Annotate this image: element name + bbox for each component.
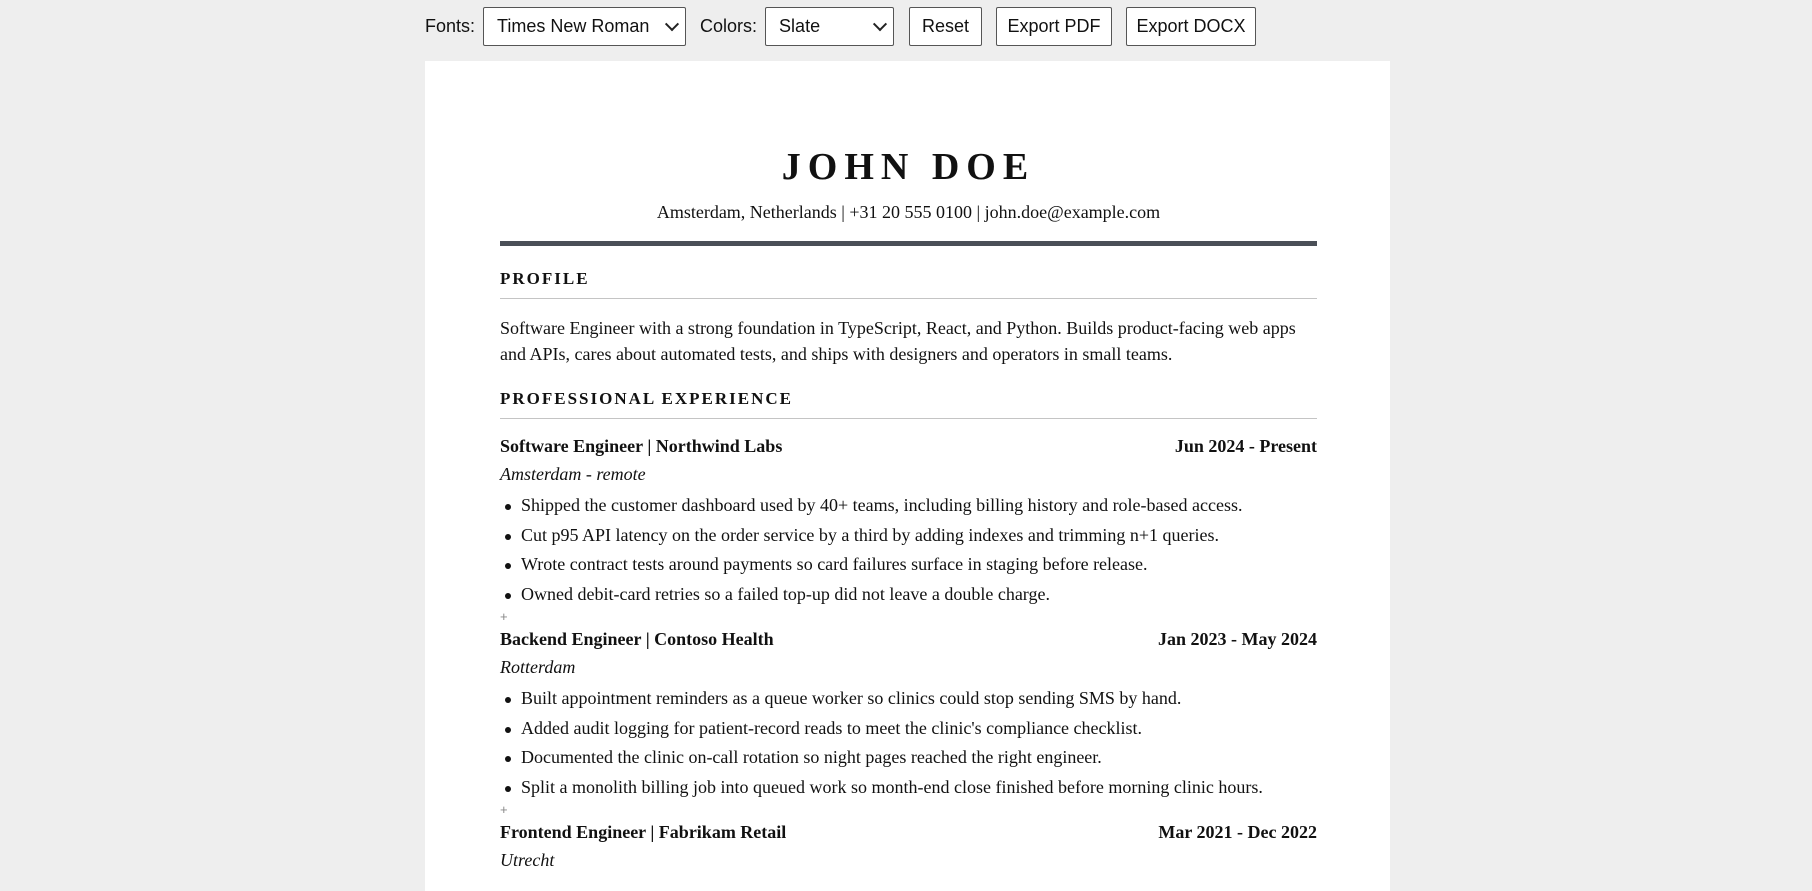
- resume-contact[interactable]: Amsterdam, Netherlands | +31 20 555 0100 | john.doe@example.com: [656, 202, 1161, 222]
- job-location[interactable]: Amsterdam - remote: [500, 464, 646, 484]
- job-dates: Jun 2024 - Present: [1174, 436, 1317, 456]
- bullet-item[interactable]: Split a monolith billing job into queued work so month-end close finished before morning clinic hours.: [500, 777, 1263, 807]
- section-title-experience: PROFESSIONAL EXPERIENCE: [500, 389, 794, 408]
- font-select-value: Times New Roman: [497, 16, 650, 36]
- job-bullets: [500, 495, 1243, 613]
- bullet-item[interactable]: Built appointment reminders as a queue worker so clinics could stop sending SMS by hand.: [500, 688, 1263, 718]
- bullet-item[interactable]: Wrote contract tests around payments so card failures surface in staging before release.: [500, 554, 1243, 584]
- job-title: Software Engineer | Northwind Labs: [500, 436, 783, 456]
- section-divider: [500, 298, 1317, 299]
- toolbar: [425, 7, 1256, 46]
- chevron-down-icon: [873, 17, 887, 31]
- job-entry-header[interactable]: [500, 822, 1317, 843]
- job-title: Frontend Engineer | Fabrikam Retail: [500, 822, 787, 842]
- resume-page: [425, 61, 1390, 891]
- profile-text[interactable]: Software Engineer with a strong foundation in TypeScript, React, and Python. Builds product-facing web apps and APIs, cares about automated tests, and ships with designers and operators in small teams.: [500, 318, 1296, 364]
- job-entry-header[interactable]: [500, 629, 1317, 650]
- job-location[interactable]: Utrecht: [500, 850, 555, 870]
- bullet-item[interactable]: Documented the clinic on-call rotation so night pages reached the right engineer.: [500, 747, 1263, 777]
- color-select[interactable]: [765, 7, 894, 46]
- job-entry-header[interactable]: [500, 436, 1317, 457]
- add-entry-button[interactable]: +: [500, 802, 508, 817]
- job-dates: Jan 2023 - May 2024: [1158, 629, 1317, 649]
- bullet-item[interactable]: Shipped the customer dashboard used by 40+ teams, including billing history and role-based access.: [500, 495, 1243, 525]
- section-title-profile: PROFILE: [500, 269, 590, 288]
- add-entry-button[interactable]: +: [500, 609, 508, 624]
- job-dates: Mar 2021 - Dec 2022: [1158, 822, 1317, 842]
- export-pdf-button[interactable]: Export PDF: [996, 7, 1112, 46]
- job-location[interactable]: Rotterdam: [500, 657, 576, 677]
- color-select-value: Slate: [779, 16, 821, 36]
- bullet-item[interactable]: Cut p95 API latency on the order service by a third by adding indexes and trimming n+1 queries.: [500, 525, 1243, 555]
- header-divider: [500, 241, 1317, 246]
- bullet-item[interactable]: Owned debit-card retries so a failed top-up did not leave a double charge.: [500, 584, 1243, 614]
- bullet-item[interactable]: Added audit logging for patient-record reads to meet the clinic's compliance checklist.: [500, 718, 1263, 748]
- fonts-label: Fonts:: [425, 16, 476, 36]
- colors-label: Colors:: [700, 16, 758, 36]
- chevron-down-icon: [665, 17, 679, 31]
- resume-name[interactable]: JOHN DOE: [781, 146, 1036, 188]
- reset-button[interactable]: Reset: [909, 7, 982, 46]
- section-divider: [500, 418, 1317, 419]
- job-bullets: [500, 688, 1263, 806]
- font-select[interactable]: [483, 7, 686, 46]
- export-docx-button[interactable]: Export DOCX: [1126, 7, 1256, 46]
- job-title: Backend Engineer | Contoso Health: [500, 629, 774, 649]
